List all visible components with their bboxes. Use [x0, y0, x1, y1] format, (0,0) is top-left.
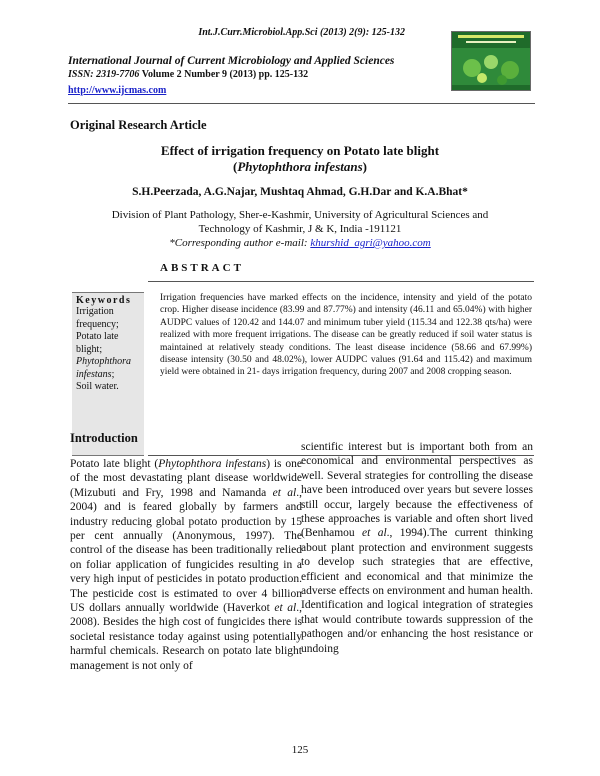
journal-cover-image: [451, 31, 531, 91]
keyword-item: Soil water.: [76, 381, 119, 392]
text-run: ) is one of the most devastating plant disease worldwide (Mizubuti and Fry, 1998 and Namanda: [70, 458, 302, 499]
running-head: Int.J.Curr.Microbiol.App.Sci (2013) 2(9): 125-132: [198, 27, 405, 38]
abstract-top-rule: [148, 281, 534, 282]
issn-line: [68, 69, 448, 80]
title-paren-close: ): [362, 159, 368, 174]
page-number: 125: [291, 744, 309, 756]
abstract-text: Irrigation frequencies have marked effects on the incidence, intensity and yield of the potato crop. Higher disease incidence (83.99 and 87.77%) and intensity (46.11 and 65.04%) with higher AUDPC values of 120.42 and 144.07 and minimum tuber yield (115.34 and 122.38 qts/ha) were realized with more frequent irrigations. The disease can be greatly reduced if soil water status is maintained at relatively steady conditions. The least disease incidence (58.66 and 67.99%) disease intensity (30.50 and 48.02%), lower AUDPC values (91.64 and 115.42) and maximum yield were obtained in 21- days irrigation frequency, during 2007 and 2008 cropping season.: [160, 293, 532, 378]
affiliation: [68, 208, 532, 236]
text-run: ., 1994).The current thinking about plant protection and environment suggests to develop such strategies that are effective, efficient and economical and that minimize the adverse effects on environment and human health. Identification and logical integration of strategies that would contribute towards suppression of the pathogen and/or enhancing the host resistance or undoing: [301, 527, 534, 655]
journal-header: [68, 55, 448, 98]
volume-info: Volume 2 Number 9 (2013) pp. 125-132: [139, 69, 309, 80]
header-rule: [68, 103, 535, 104]
corresponding-author: [68, 237, 532, 249]
keyword-item: Potato late blight;: [76, 331, 119, 355]
keyword-item: Irrigation frequency;: [76, 306, 119, 330]
journal-url-link[interactable]: http://www.ijcmas.com: [68, 85, 167, 96]
title-line-2: [68, 159, 532, 175]
keyword-item: [76, 356, 144, 381]
cover-graphic: [452, 32, 530, 90]
text-run: scientific interest but is important both from an economical and environmental perspectives as well. Several strategies for controlling the disease have been introduced over years but severe losses still occur, largely because the effectiveness of these approaches is variable and often short lived (Benhamou: [301, 441, 533, 540]
text-run-italic: et al: [362, 527, 387, 540]
text-run-italic: et al: [272, 486, 297, 499]
title-line-1: Effect of irrigation frequency on Potato late blight: [160, 143, 440, 158]
intro-paragraph-left: [70, 457, 302, 673]
keyword-separator: ;: [111, 368, 115, 380]
affiliation-line-2: Technology of Kashmir, J & K, India -191121: [198, 223, 402, 235]
article-type: Original Research Article: [70, 118, 207, 132]
intro-paragraph-right: [301, 440, 533, 656]
text-run-italic: et al: [274, 602, 297, 615]
introduction-left-column: [70, 457, 302, 673]
article-title: [68, 143, 532, 175]
keywords-heading: Keywords: [76, 295, 132, 306]
authors: S.H.Peerzada, A.G.Najar, Mushtaq Ahmad, G.H.Dar and K.A.Bhat*: [132, 186, 468, 198]
corresponding-email-link[interactable]: khurshid_agri@yahoo.com: [310, 237, 431, 249]
text-run: ., 2004) and is feared globally by farmers and industry reducing global potato production by 15 per cent annually (Anonymous, 1997). The control of the disease has been traditionally relied on foliar application of fungicides resulting in a very high input of pesticides in potato production. The pesticide cost is estimated to over 4 billion US dollars annually worldwide (Haverkot: [70, 486, 302, 615]
keyword-pathogen: Phytophthora infestans: [76, 356, 131, 380]
text-run: Potato late blight (: [70, 458, 159, 470]
text-run-italic: Phytophthora infestans: [158, 458, 267, 470]
affiliation-line-1: Division of Plant Pathology, Sher-e-Kashmir, University of Agricultural Sciences and: [111, 209, 489, 221]
abstract-heading: ABSTRACT: [160, 262, 244, 274]
text-run: ., 2008). Besides the high cost of fungicides there is societal resistance today against using potentially harmful chemicals. Research on potato late blight management is not only of: [70, 602, 302, 672]
title-paren-open: (: [232, 159, 238, 174]
keywords-list: [72, 306, 144, 394]
corresponding-label: *Corresponding author e-mail:: [169, 237, 311, 249]
journal-name: International Journal of Current Microbiology and Applied Sciences: [68, 55, 395, 67]
title-pathogen: Phytophthora infestans: [237, 159, 363, 174]
issn: ISSN: 2319-7706: [68, 69, 140, 80]
introduction-heading: Introduction: [70, 431, 138, 445]
introduction-right-column: [301, 440, 533, 656]
